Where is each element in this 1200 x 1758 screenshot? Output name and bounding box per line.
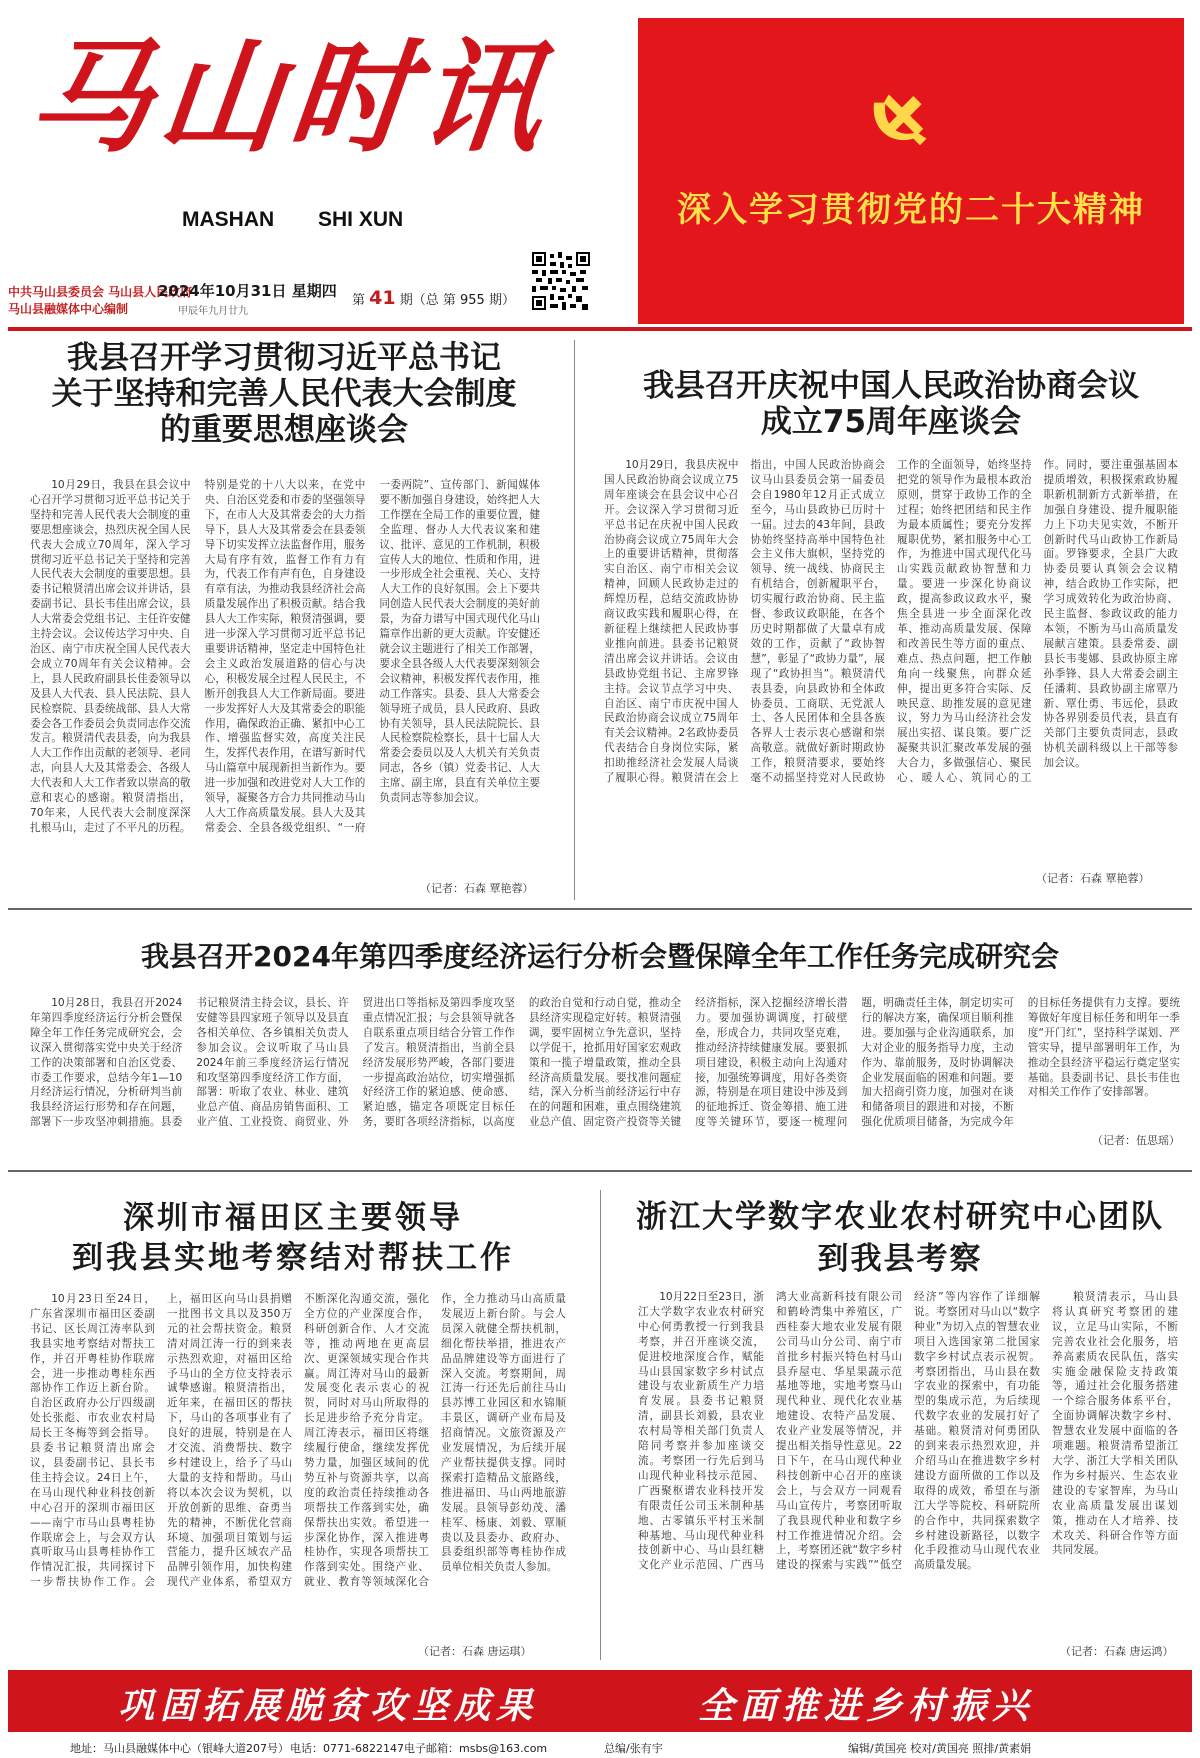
article-byline: （记者：伍思瑶） — [1092, 1134, 1180, 1147]
section-divider — [8, 908, 1192, 910]
article-byline: （记者：石森 覃艳蓉） — [1036, 872, 1150, 885]
footer-email: 电子邮箱：msbs@163.com — [404, 1742, 548, 1755]
slogan-left: 巩固拓展脱贫攻坚成果 — [118, 1685, 539, 1727]
footer-staff: 编辑/黄国亮 校对/黄国亮 照排/黄素娟 — [848, 1742, 1032, 1755]
party-banner — [638, 18, 1184, 324]
headline-line: 到我县考察 — [817, 1241, 983, 1277]
article-paragraph: 10月22日至23日，浙江大学数字农业农村研究中心何勇教授一行到我县考察，并召开座谈交流，促进校地深度合作，赋能马山县国家数字乡村试点建设与农业新质生产力培育发展。县委书记粮贤清，副县长刘毅，县农业农村局等相关部门负责人陪同考察并参加座谈交流。考察团一行先后到马山现代种业科技示范园、广西聚枢谱农业科技开发有限责任公司玉米制种基地、古零镇乐平村玉米制种基地、马山现代种业科技创新中心、马山县红糖文化产业示范园、广西马鸿大业高新科技有限公司和鹤岭湾集中养殖区，广西桂泰大地农业发展有限公司马山分公司、南宁市首批乡村振兴特色村马山县乔屋屯、华星果蔬示范基地等地，实地考察马山现代种业、现代化农业基地建设、农特产品发展、农业产业发展等情况，并提出相关指导性意见。22日下午，在马山现代种业科技创新中心召开的座谈会上，与会双方一同观看马山宣传片，考察团听取了我县现代种业和数字乡村工作推进情况介绍。会上，考察团还就“数字乡村建设的探索与实践”“低空经济”等内容作了详细解说。考察团对马山以“数字种业”为切入点的智慧农业项目入选国家第二批国家数字乡村试点表示祝贺。考察团指出，马山县在数字农业的探索中，有功能型的集成示范，为后续现代数字农业的发展打好了基础。粮贤清对何勇团队的到来表示热烈欢迎，并介绍马山在推进数字乡村建设方面所做的工作以及取得的成效，希望在与浙江大学等院校、科研院所的合作中，共同探索数字乡村建设新路径，以数字化手段推动马山现代农业高质量发展。 — [638, 1291, 1040, 1572]
section-divider — [8, 1170, 1192, 1172]
article-byline: （记者：石森 唐运琪） — [418, 1645, 532, 1658]
article-byline: （记者：石森 覃艳蓉） — [420, 882, 534, 895]
headline-line: 成立75周年座谈会 — [760, 404, 1022, 440]
masthead-pinyin-right: SHI XUN — [318, 208, 404, 231]
masthead-divider — [8, 327, 1192, 331]
column-divider — [600, 1190, 601, 1660]
publisher-line: 中共马山县委员会 马山县人民政府 — [8, 285, 193, 299]
issue-date: 2024年10月31日 星期四 — [158, 282, 337, 300]
headline-line: 我县召开庆祝中国人民政治协商会议 — [643, 368, 1139, 404]
party-emblem-icon — [856, 78, 938, 160]
footer-chief-editor: 总编/张有宇 — [604, 1742, 663, 1755]
article-body — [30, 996, 1180, 1132]
slogan-banner — [8, 1670, 1192, 1732]
qr-code-icon — [532, 252, 590, 310]
article-headline — [8, 1198, 578, 1278]
footer-phone: 电话：0771-6822147 — [290, 1742, 404, 1755]
slogan-right: 全面推进乡村振兴 — [698, 1685, 1035, 1727]
headline-line: 浙江大学数字农业农村研究中心团队 — [636, 1199, 1164, 1235]
masthead-pinyin-left: MASHAN — [182, 208, 275, 231]
article-headline — [8, 940, 1192, 974]
article-headline — [590, 368, 1192, 440]
article-paragraph: 10月29日，我县在县会议中心召开学习贯彻习近平总书记关于坚持和完善人民代表大会制度的重要思想座谈会，热烈庆祝全国人民代表大会成立70周年，深入学习贯彻习近平总书记关于坚持和完善人民代表大会制度的重要思想。县委书记粮贤清出席会议并讲话，县委副书记、县长韦佳出席会议，县人大常委会党组书记、主任许安健主持会议。会议传达学习中央、自治区、南宁市庆祝全国人民代表大会成立70周年有关会议精神。会上，县人民政府副县长佳委领导以及县人大代表、县人民法院、县人民检察院、县委统战部、县人大常委会各工作委员会负责同志作交流发言。粮贤清代表县委，向为我县人大工作作出贡献的老领导、老同志，向县人大及其常委会、各级人大代表和人大工作者致以崇高的敬意和衷心的感谢。粮贤清指出，70年来，人民代表大会制度深深扎根马山，走过了不平凡的历程。特别是党的十八大以来，在党中央、自治区党委和市委的坚强领导下，在市人大及其常委会的大力指导下，县人大及其常委会在县委领导下切实发挥立法监督作用，服务大局有序有效，监督工作有力有为，代表工作有声有色，自身建设有章有法，为推动我县经济社会高质量发展作出了积极贡献。结合我县人大工作实际，粮贤清强调，要进一步深入学习贯彻习近平总书记重要讲话精神，坚定走中国特色社会主义政治发展道路的信心与决心，积极发展全过程人民民主，不断开创我县人大工作新局面。要进一步发挥好人大及其常委会的职能作用，确保政治正确、紧扣中心工作、增强监督实效，高度关注民生，发挥代表作用，在谱写新时代马山篇章中展现新担当新作为。要进一步加强和改进党对人大工作的领导，凝聚各方合力共同推动马山人大工作高质量发展。县人大及其常委会、全县各级党组织、“一府一委两院”、宣传部门、新闻媒体要不断加强自身建设，始终把人大工作摆在全局工作的重要位置，健全监理、督办人大代表议案和建议、批评、意见的工作机制，积极宣传人大的地位、性质和作用，进一步形成全社会重视、关心、支持人大工作的良好氛围。会上下要共同创造人民代表大会制度的美好前景，为奋力谱写中国式现代化马山篇章作出新的更大贡献。许安健还就会议主题进行了相关工作部署，要求全县各级人大代表要深刻领会会议精神，积极发挥代表作用，推动工作落实。县委、县人大常委会领导班子成员，县人民政府、县政协有关领导，县人民法院院长、县人民检察院检察长，县十七届人大常委会委员以及人大机关有关负责同志，各乡（镇）党委书记、人大主席、副主席，县直有关单位主要负责同志等参加会议。 — [30, 479, 540, 834]
article-body — [604, 458, 1178, 854]
footer-address: 地址：马山县融媒体中心（银峰大道207号） — [70, 1742, 289, 1755]
article-byline: （记者：石森 唐运鸿） — [1060, 1645, 1174, 1658]
headline-line: 我县召开2024年第四季度经济运行分析会暨保障全年工作任务完成研究会 — [141, 940, 1059, 973]
article-paragraph: 粮贤清表示，马山县将认真研究考察团的建议，立足马山实际，不断完善农业社会化服务，培养高素质农民队伍，落实实施金融保险支持政策等，通过社会化服务搭建一个综合服务体系平台，全面协调解决数字乡村、智慧农业发展中面临的各项难题。粮贤清希望浙江大学、浙江大学相关团队作为乡村振兴、生态农业建设的专家智库，为马山农业高质量发展出谋划策，推动在人才培养、技术攻关、科研合作等方面共同发展。 — [1052, 1291, 1178, 1557]
headline-line: 到我县实地考察结对帮扶工作 — [72, 1240, 514, 1276]
column-divider — [574, 340, 575, 900]
article-body — [30, 1292, 566, 1656]
article-paragraph: 10月23日至24日，广东省深圳市福田区委副书记、区长周江涛率队到我县实地考察结对帮扶工作，并召开粤桂协作联席会，进一步推动粤桂东西部协作工作迈上新台阶。自治区政府办公厅四级副处长张彪、市农业农村局局长王冬梅等到会指导。县委书记粮贤清出席会议，县委副书记、县长韦佳主持会议。24日上午，在马山现代种业科技创新中心召开的深圳市福田区——南宁市马山县粤桂协作联席会上，与会双方认真听取马山县粤桂协作工作情况汇报，共同探讨下一步帮扶协作工作。会上，福田区向马山县捐赠一批图书文具以及350万元的社会帮扶资金。粮贤清对周江涛一行的到来表示热烈欢迎，对福田区给予马山的全方位支持表示诚挚感谢。粮贤清指出，近年来，在福田区的帮扶下，马山的各项事业有了良好的进展，特别是在人才交流、消费帮扶、数字乡村建设上，给予了马山大量的支持和帮助。马山将以本次会议为契机，以开放创新的思维、奋勇当先的精神，不断优化营商环境、加强项目策划与运营能力，提升区域农产品品牌引领作用，加快构建现代产业体系，希望双方不断深化沟通交流，强化全方位的产业深度合作，科研创新合作、人才交流等，推动两地在更高层次、更深领域实现合作共赢。周江涛对马山的最新发展变化表示衷心的祝贺，同时对马山所取得的长足进步给予充分肯定。周江涛表示，福田区将继续履行使命，继续发挥优势力量，加强区域间的优势互补与资源共享，以高度的政治责任持续推动各项帮扶工作落到实处，确保帮扶出实效。希望进一步深化协作，深入推进粤桂协作，实现各项帮扶工作落到实处。围绕产业、就业、教育等领域深化合作，全力推动马山高质量发展迈上新台阶。与会人员深入就健全帮扶机制，细化帮扶举措，推进农产品品牌建设等方面进行了深入交流。考察期间，周江涛一行还先后前往马山县苏博工业园区和水锦顺丰景区，调研产业布局及招商情况。文旅资源及产业发展情况，为后续开展产业帮扶提供支撑。同时探索打造精品文旅路线，推进福田、马山两地旅游发展。县领导彭幼茂、潘桂军、杨康、刘毅、覃顺贵以及县委办、政府办、县委组织部等粤桂协作成员单位相关负责人参加。 — [30, 1293, 566, 1589]
headline-line: 我县召开学习贯彻习近平总书记 — [67, 340, 501, 376]
banner-slogan: 深入学习贯彻党的二十大精神 — [677, 190, 1145, 230]
article-paragraph: 10月28日，我县召开2024年第四季度经济运行分析会暨保障全年工作任务完成研究会，会议深入贯彻落实党中央关于经济工作的决策部署和自治区党委、市委工作要求，总结今年1—10月经济运行情况，分析研判当前我县经济运行形势和存在问题，部署下一步攻坚冲刺措施。县委书记粮贤清主持会议，县长、许安健等县四家班子领导以及县直各相关单位、各乡镇相关负责人参加会议。会议听取了马山县2024年前三季度经济运行情况和攻坚第四季度经济工作方面，部署：听取了农业、林业、建筑业总产值、商品房销售面积、工业产值、工业投资、商贸业、外贸进出口等指标及第四季度攻坚重点情况汇报；与会县领导就各自联系重点项目结合分管工作作了发言。粮贤清指出，当前全县经济发展形势严峻，各部门要进一步提高政治站位，切实增强抓好经济工作的紧迫感、使命感、紧迫感，锚定各项既定目标任务，要盯各项经济指标，以高度的政治自觉和行动自觉，推动全县经济实现稳定好转。粮贤清强调，要牢固树立争先意识，坚持以学促干，抢抓用好国家宏观政策和一揽子增量政策，推动全县经济高质量发展。要找准问题症结，深入分析当前经济运行中存在的问题和困难，重点围绕建筑业总产值、固定资产投资等关键经济指标，深入挖掘经济增长潜力。要加强协调调度，打破壁垒，形成合力，共同攻坚克难，推动经济持续健康发展。要狠抓项目建设，积极主动向上沟通对接，加强统筹调度，用好各类资源，特别是在项目建设中涉及到的征地拆迁、资金筹措、施工进度等关键环节，要逐一梳理问题，明确责任主体，制定切实可行的解决方案，确保项目顺利推进。要加强与企业沟通联系，加大对企业的服务指导力度，主动作为、靠前服务，及时协调解决企业发展面临的困难和问题。要加大招商引资力度，加强对在谈和储备项目的跟进和对接，不断强化优质项目储备，为完成今年的目标任务提供有力支撑。要统筹做好年度目标任务和明年一季度“开门红”，坚持科学谋划、严管实导，提早部署明年工作，为推动全县经济平稳运行奠定坚实基础。县委副书记、县长韦佳也对相关工作作了安排部署。 — [30, 997, 1180, 1129]
article-body — [638, 1290, 1178, 1656]
lunar-date: 甲辰年九月廿九 — [178, 306, 248, 317]
article-headline — [8, 340, 560, 448]
newspaper-logo: 马山时讯 — [22, 25, 558, 169]
article-headline — [608, 1196, 1192, 1280]
article-body — [30, 478, 540, 876]
headline-line: 关于坚持和完善人民代表大会制度 — [51, 376, 517, 412]
publisher-line: 马山县融媒体中心编制 — [8, 302, 129, 316]
headline-line: 的重要思想座谈会 — [160, 412, 408, 448]
article-paragraph: 10月29日，我县庆祝中国人民政治协商会议成立75周年座谈会在县会议中心召开。会议深入学习贯彻习近平总书记在庆祝中国人民政治协商会议成立75周年大会上的重要讲话精神，贯彻落实自治区、南宁市相关会议精神，回顾人民政协走过的辉煌历程，总结交流政协协商议政实践和履职心得，在新征程上继续把人民政协事业推向前进。县委书记粮贤清出席会议并讲话。会议由县政协党组书记、主席罗锋主持。会议节点学习中央、自治区、南宁市庆祝中国人民政治协商会议成立75周年有关会议精神。2名政协委员代表结合自身岗位实际，紧扣助推经济社会发展人局谈了履职心得。粮贤清在会上指出，中国人民政治协商会议马山县委员会第一届委员会自1980年12月正式成立至今，马山县政协已历时十一届。过去的43年间，县政协始终坚持高举中国特色社会主义伟大旗帜，坚持党的领导、统一战线、协商民主有机结合，创新履职平台，切实履行政治协商、民主监督、参政议政职能，在各个历史时期都做了大量卓有成效的工作，贡献了“政协智慧”，彰显了“政协力量”，展现了“政协担当”。粮贤清代表县委，向县政协和全体政协委员、工商联、无党派人士、各人民团体和全县各族各界人士表示衷心感谢和崇高敬意。就做好新时期政协工作，粮贤清要求，要始终毫不动摇坚持党对人民政协工作的全面领导，始终坚持把党的领导作为最根本政治原则，贯穿于政协工作的全过程；始终把团结和民主作为最本质属性；要充分发挥履职优势，紧扣服务中心工作，为推进中国式现代化马山实践贡献政协智慧和力量。要进一步深化协商议政，提高参政议政水平，聚焦全县进一步全面深化改革、推动高质量发展、保障和改善民生等方面的重点、难点、热点问题，把工作触角向一线聚焦，向群众延伸，提出更多符合实际、反映民意、助推发展的意见建议，努力为马山经济社会发展出实招、谋良策。要广泛凝聚共识汇聚改革发展的强大合力，多做强信心、聚民心、暖人心、筑同心的工作。同时，要注重强基固本提质增效，积极探索政协履职新机制新方式新举措，在加强自身建设、提升履职能力上下功夫见实效，不断开创新时代马山政协工作新局面。罗锋要求，全县广大政协委员要认真领会会议精神，结合政协工作实际，把学习成效转化为政治协商、民主监督、参政议政的能力本领，不断为马山高质量发展献言建策。县委常委、副县长韦斐娜、县政协原主席孙季锋、县人大常委会副主任潘莉、县政协副主席覃乃新、覃仕勇、韦远伦，县政协各界别委员代表，县直有关部门主要负责同志，县政协机关副科级以上干部等参加会议。 — [604, 459, 1178, 785]
headline-line: 深圳市福田区主要领导 — [123, 1200, 463, 1236]
issue-number: 第 41 期（总 第 955 期） — [352, 287, 515, 309]
